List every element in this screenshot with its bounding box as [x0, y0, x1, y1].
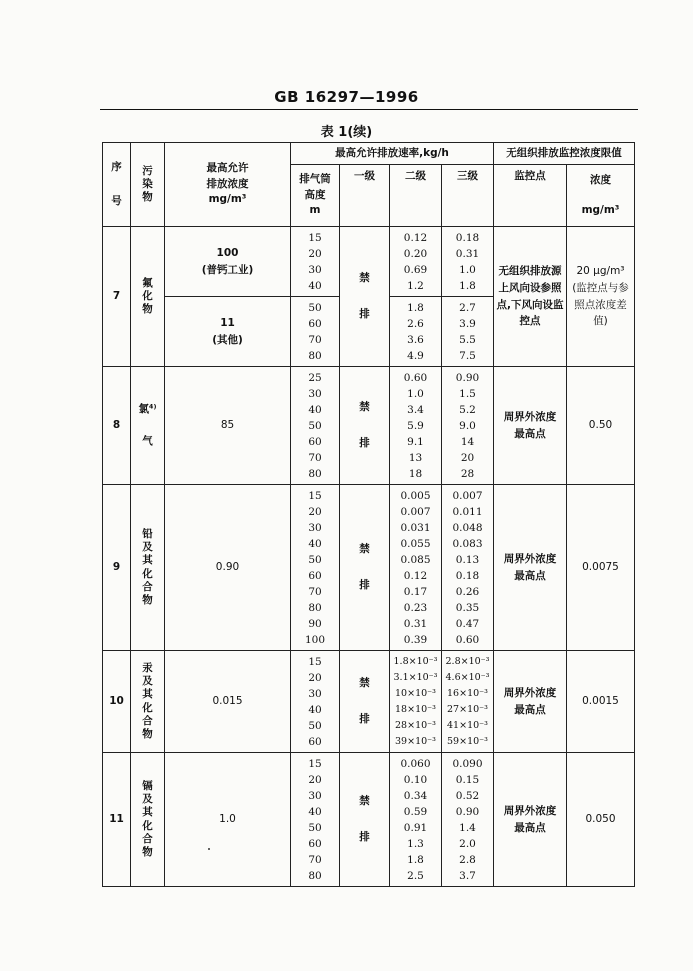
grade2-rate-value: 10×10⁻³ [395, 687, 436, 699]
stack-height-value: 40 [308, 537, 322, 550]
grade3-rate-value: 16×10⁻³ [447, 687, 488, 699]
grade3-rate-value: 20 [460, 451, 475, 464]
grade2-rate-value: 0.17 [403, 585, 428, 598]
grade2-rate-value: 3.1×10⁻³ [393, 671, 438, 683]
concentration-header: 浓度 mg/m³ [567, 165, 635, 227]
grade3-rate-value: 2.8×10⁻³ [445, 655, 490, 667]
monitor-point: 周界外浓度 最高点 [494, 485, 567, 651]
grade2-rate-value: 3.6 [407, 333, 424, 346]
seq-number: 7 [103, 227, 131, 367]
max-concentration: 11 (其他) [165, 297, 291, 367]
stack-height [291, 753, 340, 887]
max-concentration: 100 (普钙工业) [165, 227, 291, 297]
grade2-rate-value: 1.0 [407, 387, 424, 400]
grade3-rate-value: 41×10⁻³ [447, 719, 488, 731]
stack-height-value: 90 [308, 617, 322, 630]
grade3-rate-value: 0.13 [455, 553, 480, 566]
table-row [103, 227, 635, 297]
grade2-rate-value: 13 [408, 451, 423, 464]
grade2-rate-value: 0.69 [403, 263, 428, 276]
grade2-rate [390, 367, 442, 485]
grade2-rate-value: 0.005 [400, 489, 431, 502]
grade3-rate-value: 1.8 [459, 279, 476, 292]
stack-height-value: 30 [308, 687, 322, 700]
stack-height [291, 297, 340, 367]
concentration-limit: 20 μg/m³ (监控点与参 照点浓度差 值) [567, 227, 635, 367]
seq-number: 10 [103, 651, 131, 753]
stack-height-value: 60 [308, 735, 322, 748]
stack-height-value: 15 [308, 489, 322, 502]
grade3-rate-value: 7.5 [459, 349, 476, 362]
grade3-header: 三级 [442, 165, 494, 227]
grade3-rate-value: 0.18 [455, 569, 480, 582]
grade3-rate [442, 651, 494, 753]
grade2-rate-value: 0.060 [400, 757, 431, 770]
grade2-rate-value: 0.60 [403, 371, 428, 384]
concentration-limit: 0.0015 [567, 651, 635, 753]
stack-height-value: 40 [308, 279, 322, 292]
stack-height-value: 60 [308, 317, 322, 330]
table-row [103, 485, 635, 651]
grade2-rate-value: 0.59 [403, 805, 428, 818]
grade2-rate-value: 0.10 [403, 773, 428, 786]
stack-height-value: 30 [308, 521, 322, 534]
stack-height-value: 30 [308, 789, 322, 802]
concentration-limit: 0.050 [567, 753, 635, 887]
pollutant-name: 氟 化 物 [131, 227, 165, 367]
emission-rate-header: 最高允许排放速率,kg/h [291, 143, 494, 165]
grade3-rate [442, 227, 494, 297]
grade3-rate-value: 28 [460, 467, 475, 480]
grade3-rate-value: 0.47 [455, 617, 480, 630]
grade3-rate-value: 1.0 [459, 263, 476, 276]
max-concentration: 85 [165, 367, 291, 485]
grade2-rate-value: 1.8 [407, 853, 424, 866]
monitor-point: 无组织排放源 上风向设参照 点,下风向设监 控点 [494, 227, 567, 367]
grade3-rate-value: 0.007 [452, 489, 483, 502]
pollutant-name: 氯⁴⁾ 气 [131, 367, 165, 485]
stack-height-value: 70 [308, 585, 322, 598]
grade3-rate-value: 0.60 [455, 633, 480, 646]
stack-height-value: 30 [308, 263, 322, 276]
grade3-rate-value: 0.011 [452, 505, 483, 518]
grade3-rate [442, 485, 494, 651]
pollutant-name: 汞 及 其 化 合 物 [131, 651, 165, 753]
stack-height-value: 20 [308, 505, 322, 518]
stack-height-value: 100 [304, 633, 326, 646]
stack-height-value: 50 [308, 301, 322, 314]
stack-height-value: 60 [308, 435, 322, 448]
stack-height-value: 15 [308, 655, 322, 668]
table-row [103, 651, 635, 753]
grade3-rate-value: 9.0 [459, 419, 476, 432]
grade3-rate-value: 0.31 [455, 247, 480, 260]
stack-height-value: 40 [308, 703, 322, 716]
header-rule [100, 109, 638, 110]
table-row [103, 753, 635, 887]
grade2-rate-value: 1.2 [407, 279, 424, 292]
grade3-rate-value: 0.18 [455, 231, 480, 244]
grade2-rate-value: 3.4 [407, 403, 424, 416]
stack-height-header: 排气筒 高度 m [291, 165, 340, 227]
grade2-rate-value: 0.31 [403, 617, 428, 630]
grade3-rate-value: 4.6×10⁻³ [445, 671, 490, 683]
grade3-rate-value: 2.8 [459, 853, 476, 866]
grade2-rate-value: 39×10⁻³ [395, 735, 436, 747]
stack-height-value: 25 [308, 371, 322, 384]
grade2-rate-value: 0.23 [403, 601, 428, 614]
seq-number: 11 [103, 753, 131, 887]
stack-height-value: 70 [308, 333, 322, 346]
grade2-rate [390, 297, 442, 367]
stack-height-value: 50 [308, 553, 322, 566]
stack-height-value: 50 [308, 719, 322, 732]
concentration-limit: 0.0075 [567, 485, 635, 651]
grade1-forbidden: 禁 排 [340, 651, 390, 753]
grade2-rate-value: 0.085 [400, 553, 431, 566]
monitor-point: 周界外浓度 最高点 [494, 651, 567, 753]
stack-height-value: 30 [308, 387, 322, 400]
stack-height-value: 50 [308, 419, 322, 432]
grade2-rate-value: 0.007 [400, 505, 431, 518]
stack-height-value: 40 [308, 403, 322, 416]
stack-height [291, 227, 340, 297]
grade2-rate-value: 18×10⁻³ [395, 703, 436, 715]
max-concentration-header: 最高允许 排放浓度 mg/m³ [165, 143, 291, 227]
stack-height-value: 80 [308, 467, 322, 480]
grade3-rate-value: 27×10⁻³ [447, 703, 488, 715]
seq-header: 序 号 [103, 143, 131, 227]
grade2-rate-value: 0.91 [403, 821, 428, 834]
grade2-rate-value: 2.5 [407, 869, 424, 882]
grade2-rate-value: 0.055 [400, 537, 431, 550]
stack-height-value: 15 [308, 231, 322, 244]
grade2-rate-value: 4.9 [407, 349, 424, 362]
table-caption: 表 1(续) [320, 125, 373, 140]
grade1-forbidden: 禁 排 [340, 753, 390, 887]
grade2-rate [390, 485, 442, 651]
concentration-limit: 0.50 [567, 367, 635, 485]
table-row [103, 367, 635, 485]
grade2-rate-value: 0.12 [403, 569, 428, 582]
stack-height [291, 367, 340, 485]
grade3-rate-value: 59×10⁻³ [447, 735, 488, 747]
grade1-header: 一级 [340, 165, 390, 227]
stack-height-value: 80 [308, 869, 322, 882]
monitor-point-header: 监控点 [494, 165, 567, 227]
grade3-rate [442, 753, 494, 887]
grade3-rate [442, 367, 494, 485]
grade3-rate-value: 2.0 [459, 837, 476, 850]
emission-limits-table [102, 142, 635, 887]
monitor-point: 周界外浓度 最高点 [494, 367, 567, 485]
stack-height-value: 70 [308, 451, 322, 464]
grade2-rate [390, 753, 442, 887]
grade3-rate-value: 0.52 [455, 789, 480, 802]
pollutant-name: 镉 及 其 化 合 物 [131, 753, 165, 887]
stack-height-value: 80 [308, 601, 322, 614]
grade3-rate-value: 5.5 [459, 333, 476, 346]
grade2-rate-value: 0.12 [403, 231, 428, 244]
grade2-rate [390, 651, 442, 753]
grade1-forbidden: 禁 排 [340, 227, 390, 367]
grade3-rate-value: 3.9 [459, 317, 476, 330]
grade3-rate-value: 1.4 [459, 821, 476, 834]
stack-height-value: 20 [308, 773, 322, 786]
stack-height-value: 20 [308, 671, 322, 684]
grade3-rate-value: 0.083 [452, 537, 483, 550]
stack-height-value: 15 [308, 757, 322, 770]
stack-height-value: 60 [308, 837, 322, 850]
grade3-rate-value: 2.7 [459, 301, 476, 314]
grade3-rate [442, 297, 494, 367]
stack-height-value: 20 [308, 247, 322, 260]
pollutant-name: 铅 及 其 化 合 物 [131, 485, 165, 651]
max-concentration: 0.015 [165, 651, 291, 753]
max-concentration: 0.90 [165, 485, 291, 651]
grade3-rate-value: 0.048 [452, 521, 483, 534]
grade2-rate-value: 0.20 [403, 247, 428, 260]
grade1-forbidden: 禁 排 [340, 485, 390, 651]
stack-height-value: 70 [308, 853, 322, 866]
monitor-point: 周界外浓度 最高点 [494, 753, 567, 887]
grade3-rate-value: 5.2 [459, 403, 476, 416]
grade2-rate-value: 9.1 [407, 435, 424, 448]
stack-height-value: 60 [308, 569, 322, 582]
grade3-rate-value: 14 [460, 435, 475, 448]
grade3-rate-value: 0.090 [452, 757, 483, 770]
grade2-rate-value: 2.6 [407, 317, 424, 330]
grade1-forbidden: 禁 排 [340, 367, 390, 485]
grade2-rate-value: 18 [408, 467, 423, 480]
max-concentration: 1.0 [165, 753, 291, 887]
seq-number: 9 [103, 485, 131, 651]
grade2-rate-value: 1.3 [407, 837, 424, 850]
stack-height-value: 40 [308, 805, 322, 818]
grade3-rate-value: 0.90 [455, 805, 480, 818]
grade2-rate-value: 5.9 [407, 419, 424, 432]
grade3-rate-value: 0.35 [455, 601, 480, 614]
standard-number-header: GB 16297—1996 [274, 88, 419, 106]
stack-height-value: 50 [308, 821, 322, 834]
grade2-rate-value: 0.39 [403, 633, 428, 646]
grade2-rate-value: 28×10⁻³ [395, 719, 436, 731]
grade3-rate-value: 1.5 [459, 387, 476, 400]
grade3-rate-value: 0.90 [455, 371, 480, 384]
pollutant-header: 污 染 物 [131, 143, 165, 227]
stray-mark [208, 848, 210, 850]
grade2-rate-value: 0.34 [403, 789, 428, 802]
seq-number: 8 [103, 367, 131, 485]
grade2-rate-value: 0.031 [400, 521, 431, 534]
stack-height [291, 485, 340, 651]
grade3-rate-value: 0.15 [455, 773, 480, 786]
grade2-header: 二级 [390, 165, 442, 227]
grade2-rate [390, 227, 442, 297]
grade3-rate-value: 0.26 [455, 585, 480, 598]
grade2-rate-value: 1.8×10⁻³ [393, 655, 438, 667]
stack-height [291, 651, 340, 753]
stack-height-value: 80 [308, 349, 322, 362]
grade2-rate-value: 1.8 [407, 301, 424, 314]
grade3-rate-value: 3.7 [459, 869, 476, 882]
fugitive-limit-header: 无组织排放监控浓度限值 [494, 143, 635, 165]
